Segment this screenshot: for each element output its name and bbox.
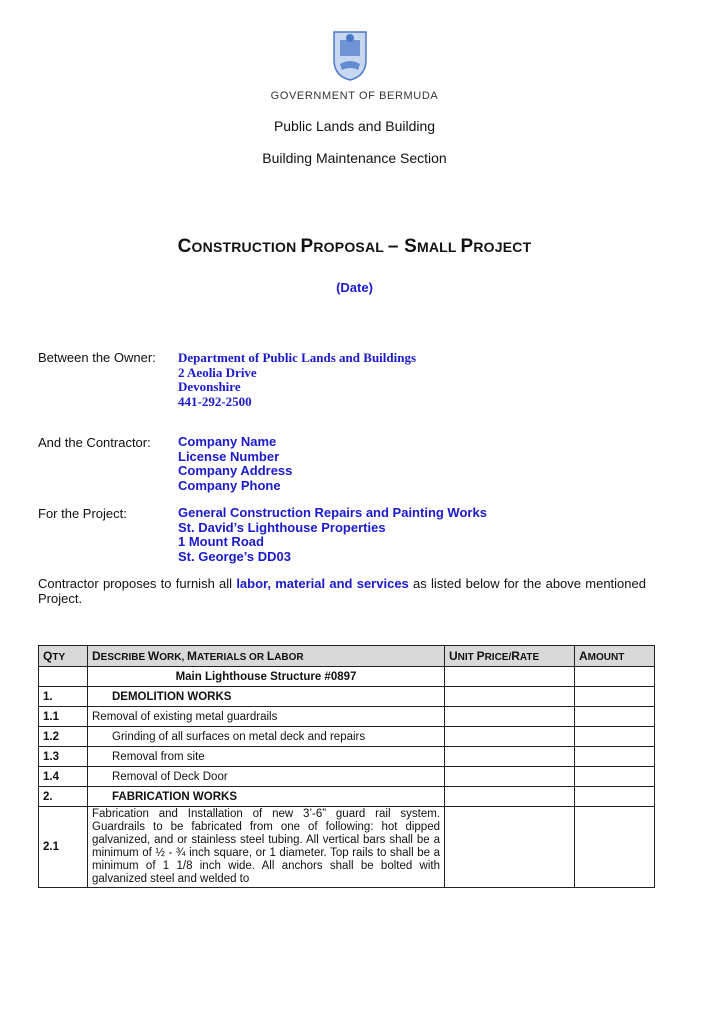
- table-row: [39, 667, 655, 687]
- owner-line: Department of Public Lands and Buildings: [178, 350, 417, 365]
- project-line: St. George’s DD03: [178, 548, 291, 564]
- date-field: (Date): [336, 280, 373, 295]
- contractor-line: Company Name: [178, 434, 277, 449]
- description-cell: FABRICATION WORKS: [88, 787, 445, 807]
- unit-price-cell: [445, 747, 575, 767]
- bermuda-crest-icon: [332, 30, 368, 82]
- qty-cell: [39, 667, 88, 687]
- header-description: DESCRIBE WORK, MATERIALS OR LABOR: [88, 646, 445, 667]
- owner-details: [178, 351, 416, 409]
- qty-cell: 1.2: [39, 727, 88, 747]
- amount-cell: [575, 747, 655, 767]
- qty-cell: 1.1: [39, 707, 88, 727]
- amount-cell: [575, 767, 655, 787]
- amount-cell: [575, 687, 655, 707]
- section-name: Building Maintenance Section: [262, 150, 447, 166]
- structure-cell: Main Lighthouse Structure #0897: [88, 667, 445, 687]
- unit-price-cell: [445, 787, 575, 807]
- work-table: [38, 645, 655, 888]
- project-label: For the Project:: [38, 506, 127, 521]
- document-title: CONSTRUCTION PROPOSAL – SMALL PROJECT: [177, 236, 532, 257]
- description-cell: Removal of existing metal guardrails: [88, 707, 445, 727]
- table-row: [39, 727, 655, 747]
- contractor-line: Company Address: [178, 463, 293, 478]
- description-cell: Removal of Deck Door: [88, 767, 445, 787]
- project-details: [178, 506, 487, 564]
- table-row: [39, 807, 655, 888]
- qty-cell: 1.4: [39, 767, 88, 787]
- project-line: St. David’s Lighthouse Properties: [178, 519, 386, 535]
- header-amount: AMOUNT: [575, 646, 655, 667]
- amount-cell: [575, 727, 655, 747]
- contractor-line: Company Phone: [178, 477, 281, 493]
- government-name: GOVERNMENT OF BERMUDA: [270, 90, 439, 102]
- amount-cell: [575, 787, 655, 807]
- unit-price-cell: [445, 767, 575, 787]
- amount-cell: [575, 667, 655, 687]
- unit-price-cell: [445, 667, 575, 687]
- header-qty: QTY: [39, 646, 88, 667]
- project-line: General Construction Repairs and Painting Works: [178, 505, 487, 520]
- contractor-line: License Number: [178, 448, 280, 464]
- description-cell: Fabrication and Installation of new 3’-6” guard rail system. Guardrails to be fabricated from one of following: hot dipped galvanized, and or stainless steel tubing. All vertical bars shall be a minimum of ½ - ¾ inch square, or 1 diameter. Top rails to shall be a minimum of 1 1/8 inch wide. All anchors shall be bolted with galvanized steel and welded to: [88, 807, 445, 888]
- table-row: [39, 747, 655, 767]
- table-header-row: [39, 646, 655, 667]
- qty-cell: 2.: [39, 787, 88, 807]
- owner-line: 441-292-2500: [178, 393, 252, 409]
- owner-label: Between the Owner:: [38, 350, 156, 365]
- amount-cell: [575, 807, 655, 888]
- header-unit-price: UNIT PRICE/RATE: [445, 646, 575, 667]
- contractor-label: And the Contractor:: [38, 435, 151, 450]
- intro-paragraph: Contractor proposes to furnish all labor, material and services as listed below for the above mentioned Project.: [38, 576, 646, 606]
- intro-highlight: labor, material and services: [236, 576, 409, 591]
- qty-cell: 1.: [39, 687, 88, 707]
- description-cell: Removal from site: [88, 747, 445, 767]
- unit-price-cell: [445, 807, 575, 888]
- description-cell: Grinding of all surfaces on metal deck and repairs: [88, 727, 445, 747]
- table-row: [39, 767, 655, 787]
- contractor-details: [178, 435, 292, 493]
- unit-price-cell: [445, 727, 575, 747]
- unit-price-cell: [445, 707, 575, 727]
- table-row: [39, 787, 655, 807]
- owner-line: Devonshire: [178, 379, 241, 394]
- description-cell: DEMOLITION WORKS: [88, 687, 445, 707]
- department-name: Public Lands and Building: [273, 118, 436, 134]
- qty-cell: 1.3: [39, 747, 88, 767]
- unit-price-cell: [445, 687, 575, 707]
- table-row: [39, 687, 655, 707]
- owner-line: 2 Aeolia Drive: [178, 364, 257, 380]
- table-row: [39, 707, 655, 727]
- amount-cell: [575, 707, 655, 727]
- project-line: 1 Mount Road: [178, 534, 264, 549]
- qty-cell: 2.1: [39, 807, 88, 888]
